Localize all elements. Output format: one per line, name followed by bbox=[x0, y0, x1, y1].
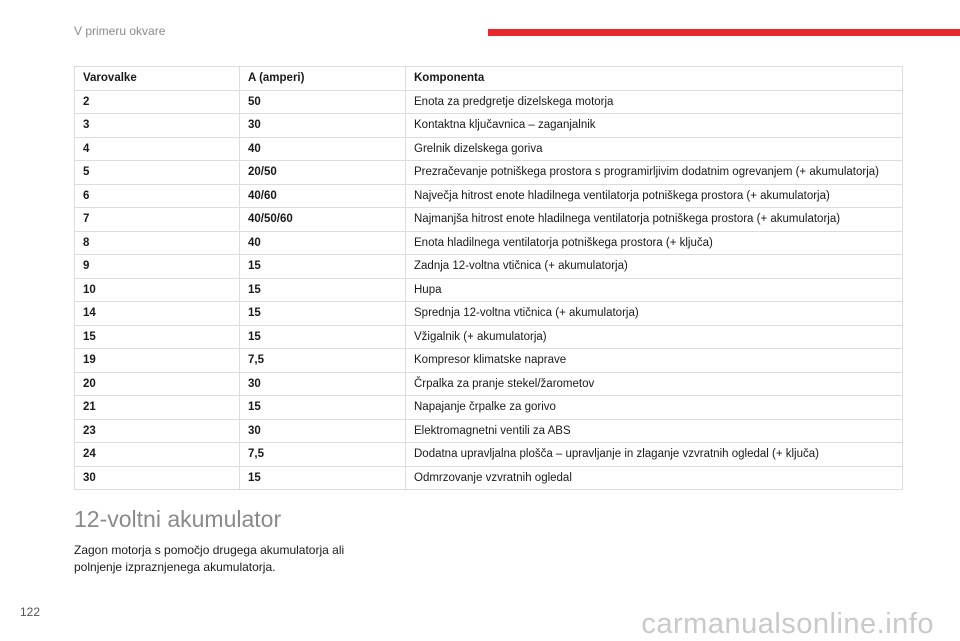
table-row bbox=[75, 302, 903, 326]
table-row bbox=[75, 325, 903, 349]
column-header-amperes: A (amperi) bbox=[240, 67, 406, 91]
cell-component: Vžigalnik (+ akumulatorja) bbox=[406, 325, 903, 349]
cell-component: Hupa bbox=[406, 278, 903, 302]
table-row bbox=[75, 419, 903, 443]
table-row bbox=[75, 137, 903, 161]
cell-amperes: 7,5 bbox=[240, 443, 406, 467]
table-row bbox=[75, 349, 903, 373]
cell-amperes: 15 bbox=[240, 396, 406, 420]
cell-fuse-number: 23 bbox=[75, 419, 240, 443]
cell-component: Dodatna upravljalna plošča – upravljanje in zlaganje vzvratnih ogledal (+ ključa) bbox=[406, 443, 903, 467]
cell-fuse-number: 14 bbox=[75, 302, 240, 326]
cell-amperes: 20/50 bbox=[240, 161, 406, 185]
table-row bbox=[75, 443, 903, 467]
cell-component: Črpalka za pranje stekel/žarometov bbox=[406, 372, 903, 396]
cell-component: Kompresor klimatske naprave bbox=[406, 349, 903, 373]
cell-fuse-number: 20 bbox=[75, 372, 240, 396]
cell-fuse-number: 2 bbox=[75, 90, 240, 114]
column-header-fuses: Varovalke bbox=[75, 67, 240, 91]
cell-fuse-number: 4 bbox=[75, 137, 240, 161]
cell-amperes: 50 bbox=[240, 90, 406, 114]
table-row bbox=[75, 231, 903, 255]
fuse-table-body bbox=[75, 90, 903, 490]
table-row bbox=[75, 184, 903, 208]
cell-component: Enota hladilnega ventilatorja potniškega prostora (+ ključa) bbox=[406, 231, 903, 255]
watermark: carmanualsonline.info bbox=[641, 608, 934, 640]
cell-fuse-number: 3 bbox=[75, 114, 240, 138]
cell-fuse-number: 7 bbox=[75, 208, 240, 232]
cell-amperes: 15 bbox=[240, 466, 406, 490]
table-header-row bbox=[75, 67, 903, 91]
cell-fuse-number: 9 bbox=[75, 255, 240, 279]
cell-component: Kontaktna ključavnica – zaganjalnik bbox=[406, 114, 903, 138]
table-row bbox=[75, 161, 903, 185]
cell-fuse-number: 15 bbox=[75, 325, 240, 349]
cell-amperes: 40/60 bbox=[240, 184, 406, 208]
cell-amperes: 15 bbox=[240, 255, 406, 279]
cell-fuse-number: 21 bbox=[75, 396, 240, 420]
cell-amperes: 40 bbox=[240, 137, 406, 161]
header-accent-bar bbox=[488, 29, 960, 36]
cell-fuse-number: 8 bbox=[75, 231, 240, 255]
cell-component: Enota za predgretje dizelskega motorja bbox=[406, 90, 903, 114]
cell-amperes: 40 bbox=[240, 231, 406, 255]
cell-component: Odmrzovanje vzvratnih ogledal bbox=[406, 466, 903, 490]
cell-component: Napajanje črpalke za gorivo bbox=[406, 396, 903, 420]
table-row bbox=[75, 114, 903, 138]
table-row bbox=[75, 372, 903, 396]
cell-fuse-number: 10 bbox=[75, 278, 240, 302]
section-title: 12-voltni akumulator bbox=[74, 506, 282, 532]
cell-fuse-number: 19 bbox=[75, 349, 240, 373]
cell-component: Prezračevanje potniškega prostora s programirljivim dodatnim ogrevanjem (+ akumulatorja) bbox=[406, 161, 903, 185]
table-row bbox=[75, 208, 903, 232]
cell-component: Elektromagnetni ventili za ABS bbox=[406, 419, 903, 443]
page-header-title: V primeru okvare bbox=[74, 24, 166, 38]
cell-component: Sprednja 12-voltna vtičnica (+ akumulatorja) bbox=[406, 302, 903, 326]
cell-component: Največja hitrost enote hladilnega ventilatorja potniškega prostora (+ akumulatorja) bbox=[406, 184, 903, 208]
cell-amperes: 15 bbox=[240, 278, 406, 302]
cell-component: Najmanjša hitrost enote hladilnega ventilatorja potniškega prostora (+ akumulatorja) bbox=[406, 208, 903, 232]
cell-fuse-number: 24 bbox=[75, 443, 240, 467]
cell-component: Grelnik dizelskega goriva bbox=[406, 137, 903, 161]
cell-amperes: 15 bbox=[240, 302, 406, 326]
table-row bbox=[75, 255, 903, 279]
cell-fuse-number: 6 bbox=[75, 184, 240, 208]
cell-amperes: 40/50/60 bbox=[240, 208, 406, 232]
page-number: 122 bbox=[20, 605, 41, 619]
cell-amperes: 15 bbox=[240, 325, 406, 349]
column-header-component: Komponenta bbox=[406, 67, 903, 91]
cell-fuse-number: 5 bbox=[75, 161, 240, 185]
cell-amperes: 30 bbox=[240, 372, 406, 396]
section-text: Zagon motorja s pomočjo drugega akumulatorja ali polnjenje izpraznjenega akumulatorja. bbox=[74, 543, 345, 574]
table-row bbox=[75, 466, 903, 490]
table-row bbox=[75, 278, 903, 302]
cell-fuse-number: 30 bbox=[75, 466, 240, 490]
table-row bbox=[75, 396, 903, 420]
cell-amperes: 7,5 bbox=[240, 349, 406, 373]
fuse-table bbox=[74, 66, 903, 490]
cell-amperes: 30 bbox=[240, 114, 406, 138]
table-row bbox=[75, 90, 903, 114]
cell-component: Zadnja 12-voltna vtičnica (+ akumulatorja) bbox=[406, 255, 903, 279]
cell-amperes: 30 bbox=[240, 419, 406, 443]
